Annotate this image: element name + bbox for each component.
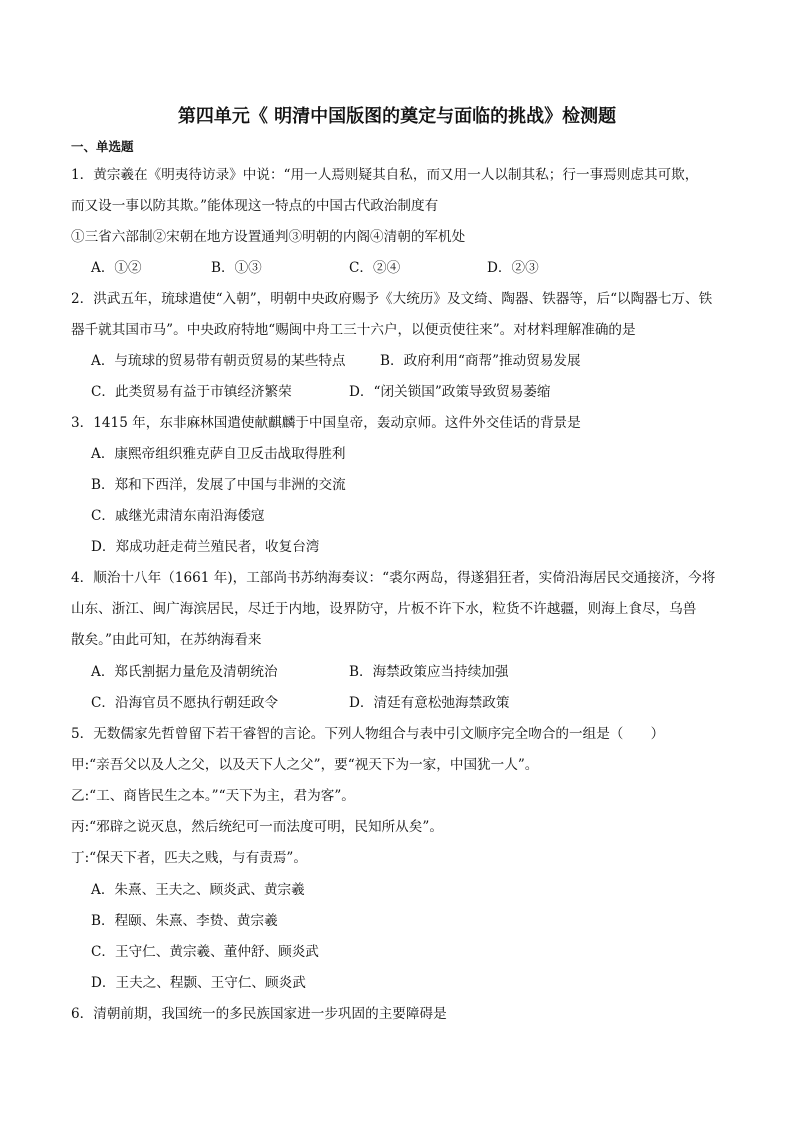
q1-option-c[interactable]: C．②④ <box>349 260 401 276</box>
q4-stem-line-2: 山东、浙江、闽广海滨居民，尽迁于内地，设界防守，片板不许下水，粒货不许越疆，则海上食尽，乌兽 <box>71 601 697 617</box>
q4-stem-line-3: 散矣。”由此可知，在苏纳海看来 <box>71 632 262 648</box>
q3-stem: 3．1415 年，东非麻林国遣使献麒麟于中国皇帝，轰动京师。这件外交佳话的背景是 <box>71 415 581 431</box>
q2-stem-line-1: 2．洪武五年，琉球遣使“入朝”，明朝中央政府赐予《大统历》及文绮、陶器、铁器等，后“以陶器七万、铁 <box>71 291 713 307</box>
q4-option-b[interactable]: B．海禁政策应当持续加强 <box>349 664 509 680</box>
q4-option-c[interactable]: C．沿海官员不愿执行朝廷政令 <box>91 695 279 711</box>
q2-option-d[interactable]: D．“闭关锁国”政策导致贸易萎缩 <box>349 384 551 400</box>
q3-option-d[interactable]: D．郑成功赶走荷兰殖民者，收复台湾 <box>91 539 320 555</box>
q5-option-c[interactable]: C．王守仁、黄宗羲、董仲舒、顾炎武 <box>91 944 319 960</box>
q2-stem-line-2: 器千就其国市马”。中央政府特地“赐闽中舟工三十六户，以便贡使往来”。对材料理解准确的是 <box>71 322 636 338</box>
q5-quote-yi: 乙:“工、商皆民生之本。”“天下为主，君为客”。 <box>71 788 355 804</box>
q1-option-b[interactable]: B．①③ <box>211 260 262 276</box>
q1-items: ①三省六部制②宋朝在地方设置通判③明朝的内阁④清朝的军机处 <box>71 229 466 245</box>
q3-option-a[interactable]: A．康熙帝组织雅克萨自卫反击战取得胜利 <box>91 446 346 462</box>
q5-option-d[interactable]: D．王夫之、程颢、王守仁、顾炎武 <box>91 975 306 991</box>
q5-stem: 5．无数儒家先哲曾留下若干睿智的言论。下列人物组合与表中引文顺序完全吻合的一组是（ ） <box>71 726 665 742</box>
q1-stem-line-2: 而又设一事以防其欺。”能体现这一特点的中国古代政治制度有 <box>71 198 439 214</box>
q2-option-a[interactable]: A．与琉球的贸易带有朝贡贸易的某些特点 <box>91 353 346 369</box>
q6-stem: 6．清朝前期，我国统一的多民族国家进一步巩固的主要障碍是 <box>71 1006 447 1022</box>
q2-option-c[interactable]: C．此类贸易有益于市镇经济繁荣 <box>91 384 292 400</box>
section-heading: 一、单选题 <box>71 139 134 154</box>
q3-option-c[interactable]: C．戚继光肃清东南沿海倭寇 <box>91 508 265 524</box>
q4-option-a[interactable]: A．郑氏割据力量危及清朝统治 <box>91 664 278 680</box>
q4-option-d[interactable]: D．清廷有意松弛海禁政策 <box>349 695 510 711</box>
q5-option-b[interactable]: B．程颐、朱熹、李贽、黄宗羲 <box>91 913 278 929</box>
q1-stem-line-1: 1．黄宗羲在《明夷待访录》中说：“用一人焉则疑其自私，而又用一人以制其私；行一事焉则虑其可欺， <box>71 167 699 183</box>
q5-quote-ding: 丁:“保天下者，匹夫之贱，与有责焉”。 <box>71 850 307 866</box>
q5-quote-jia: 甲:“亲吾父以及人之父，以及天下人之父”，要“视天下为一家，中国犹一人”。 <box>71 757 539 773</box>
q1-option-d[interactable]: D．②③ <box>487 260 539 276</box>
page-title: 第四单元《 明清中国版图的奠定与面临的挑战》检测题 <box>177 106 617 127</box>
q1-option-a[interactable]: A．①② <box>91 260 142 276</box>
q4-stem-line-1: 4．顺治十八年（1661 年)，工部尚书苏纳海奏议：“裘尔两岛，得遂猖狂者，实倚沿海居民交通接济，今将 <box>71 570 716 586</box>
q5-option-a[interactable]: A．朱熹、王夫之、顾炎武、黄宗羲 <box>91 882 305 898</box>
q2-option-b[interactable]: B．政府利用“商帮”推动贸易发展 <box>380 353 581 369</box>
q5-quote-bing: 丙:“邪辟之说灭息，然后统纪可一而法度可明，民知所从矣”。 <box>71 819 443 835</box>
q3-option-b[interactable]: B．郑和下西洋，发展了中国与非洲的交流 <box>91 477 346 493</box>
